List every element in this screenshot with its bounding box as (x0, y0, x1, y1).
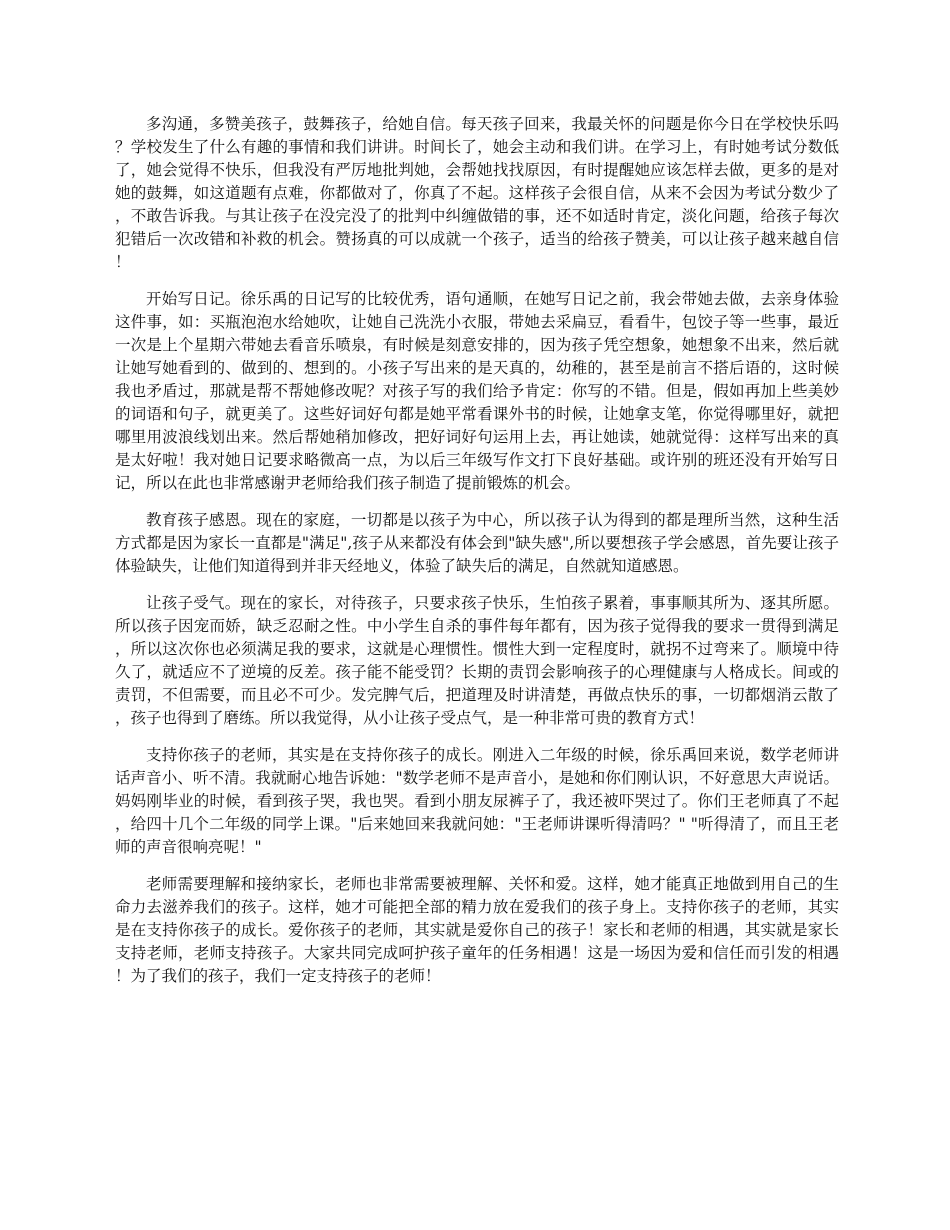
document-body (115, 113, 839, 1002)
paragraph-praise-child: 多沟通，多赞美孩子，鼓舞孩子，给她自信。每天孩子回来，我最关怀的问题是你今日在学校快乐吗？学校发生了什么有趣的事情和我们讲讲。时间长了，她会主动和我们讲。在学习上，有时她考试分数低了，她会觉得不快乐，但我没有严厉地批判她，会帮她找找原因，有时提醒她应该怎样去做，更多的是对她的鼓舞，如这道题有点难，你都做对了，你真了不起。这样孩子会很自信，从来不会因为考试分数少了，不敢告诉我。与其让孩子在没完没了的批判中纠缠做错的事，还不如适时肯定，淡化问题，给孩子每次犯错后一次改错和补救的机会。赞扬真的可以成就一个孩子，适当的给孩子赞美，可以让孩子越来越自信！ (115, 115, 839, 271)
paragraph-gratitude: 教育孩子感恩。现在的家庭，一切都是以孩子为中心，所以孩子认为得到的都是理所当然，这种生活方式都是因为家长一直都是"满足",孩子从来都没有体会到"缺失感",所以要想孩子学会感恩，首先要让孩子体验缺失，让他们知道得到并非天经地义，体验了缺失后的满足，自然就知道感恩。 (115, 511, 839, 575)
paragraph-understand-teacher: 老师需要理解和接纳家长，老师也非常需要被理解、关怀和爱。这样，她才能真正地做到用自己的生命力去滋养我们的孩子。这样，她才可能把全部的精力放在爱我们的孩子身上。支持你孩子的老师，其实是在支持你孩子的成长。爱你孩子的老师，其实就是爱你自己的孩子！家长和老师的相遇，其实就是家长支持老师，老师支持孩子。大家共同完成呵护孩子童年的任务相遇！这是一场因为爱和信任而引发的相遇！为了我们的孩子，我们一定支持孩子的老师！ (115, 875, 839, 985)
paragraph-writing-diary: 开始写日记。徐乐禹的日记写的比较优秀，语句通顺，在她写日记之前，我会带她去做，去亲身体验这件事，如：买瓶泡泡水给她吹，让她自己洗洗小衣服，带她去采扁豆，看看牛，包饺子等一些事，最近一次是上个星期六带她去看音乐喷泉，有时候是刻意安排的，因为孩子凭空想象，她想象不出来，然后就让她写她看到的、做到的、想到的。小孩子写出来的是天真的，幼稚的，甚至是前言不搭后语的，这时候我也矛盾过，那就是帮不帮她修改呢？对孩子写的我们给予肯定：你写的不错。但是，假如再加上些美妙的词语和句子，就更美了。这些好词好句都是她平常看课外书的时候，让她拿支笔，你觉得哪里好，就把哪里用波浪线划出来。然后帮她稍加修改，把好词好句运用上去，再让她读，她就觉得：这样写出来的真是太好啦！我对她日记要求略微高一点，为以后三年级写作文打下良好基础。或许别的班还没有开始写日记，所以在此也非常感谢尹老师给我们孩子制造了提前锻炼的机会。 (115, 290, 839, 492)
paragraph-endure-hardship: 让孩子受气。现在的家长，对待孩子，只要求孩子快乐，生怕孩子累着，事事顺其所为、逐其所愿。所以孩子因宠而娇，缺乏忍耐之性。中小学生自杀的事件每年都有，因为孩子觉得我的要求一贯得到满足，所以这次你也必须满足我的要求，这就是心理惯性。惯性大到一定程度时，就拐不过弯来了。顺境中待久了，就适应不了逆境的反差。孩子能不能受罚？长期的责罚会影响孩子的心理健康与人格成长。间或的责罚，不但需要，而且必不可少。发完脾气后，把道理及时讲清楚，再做点快乐的事，一切都烟消云散了，孩子也得到了磨练。所以我觉得，从小让孩子受点气，是一种非常可贵的教育方式！ (115, 594, 839, 727)
paragraph-support-teacher: 支持你孩子的老师，其实是在支持你孩子的成长。刚进入二年级的时候，徐乐禹回来说，数学老师讲话声音小、听不清。我就耐心地告诉她："数学老师不是声音小，是她和你们刚认识，不好意思大声说话。妈妈刚毕业的时候，看到孩子哭，我也哭。看到小朋友尿裤子了，我还被吓哭过了。你们王老师真了不起，给四十几个二年级的同学上课。"后来她回来我就问她："王老师讲课听得清吗？" "听得清了，而且王老师的声音很响亮呢！" (115, 746, 839, 856)
